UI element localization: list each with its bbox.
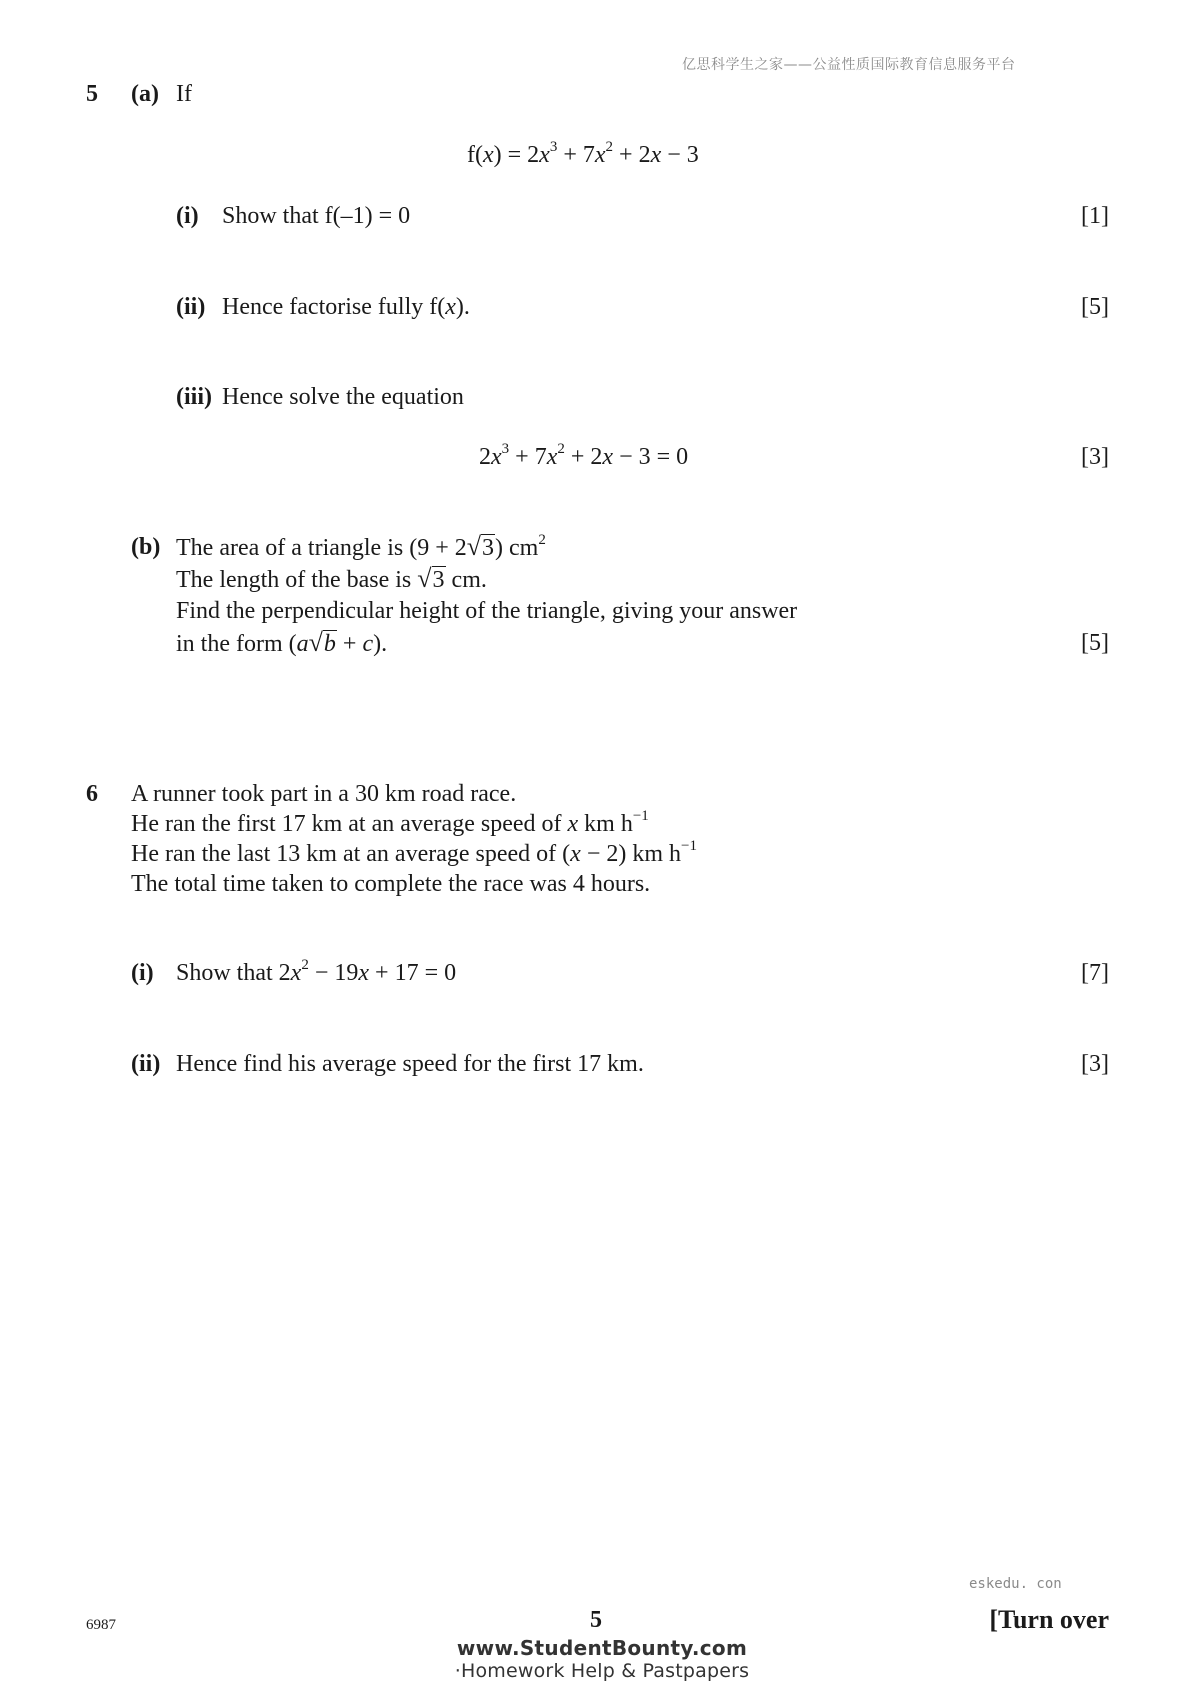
q6-i-text: Show that $2x^2 - 19x + 17 = 0$ bbox=[176, 957, 457, 986]
sqrt-symbol: √3 bbox=[466, 532, 495, 561]
q5a-ii-text: Hence factorise fully f(x). bbox=[222, 294, 470, 320]
q6-line1: A runner took part in a 30 km road race. bbox=[131, 781, 517, 807]
sqrt-symbol: √3 bbox=[417, 564, 445, 593]
q5a-i-text: Show that f(–1) = 0 bbox=[222, 203, 411, 229]
watermark-bottom: eskedu. con bbox=[969, 1576, 1062, 1592]
studentbounty-url: www.StudentBounty.com bbox=[456, 1636, 748, 1660]
q5b-line1: The area of a triangle is (9 + 2√3) $cm^2$ bbox=[176, 532, 546, 561]
q6-i-marks: [7] bbox=[1081, 960, 1109, 986]
q5a-iii-text: Hence solve the equation bbox=[222, 384, 464, 410]
sqrt-symbol: √b bbox=[308, 628, 336, 657]
q6-ii-text: Hence find his average speed for the first 17 km. bbox=[176, 1051, 644, 1077]
q5a-i-marks: [1] bbox=[1081, 203, 1109, 229]
q5b-label: (b) bbox=[131, 534, 161, 560]
paper-code: 6987 bbox=[86, 1617, 116, 1633]
studentbounty-logo bbox=[452, 1636, 752, 1682]
question-5-number: 5 bbox=[86, 81, 98, 107]
page-number: 5 bbox=[590, 1607, 602, 1633]
turn-over: [Turn over bbox=[989, 1605, 1109, 1634]
q5a-ii-marks: [5] bbox=[1081, 294, 1109, 320]
q5a-label: (a) bbox=[131, 81, 159, 107]
q5b-marks: [5] bbox=[1081, 630, 1109, 656]
q5b-line2: The length of the base is √3 cm. bbox=[176, 564, 487, 593]
q6-i-label: (i) bbox=[131, 960, 154, 986]
q5b-line4: in the form (a√b + c). bbox=[176, 628, 388, 657]
q5a-intro: If bbox=[176, 81, 192, 107]
q5a-iii-marks: [3] bbox=[1081, 444, 1109, 470]
watermark-top: 亿思科学生之家——公益性质国际教育信息服务平台 bbox=[682, 57, 1016, 73]
q6-line4: The total time taken to complete the race was 4 hours. bbox=[131, 871, 651, 897]
q6-ii-label: (ii) bbox=[131, 1051, 161, 1077]
q6-ii-marks: [3] bbox=[1081, 1051, 1109, 1077]
q6-line3: He ran the last 13 km at an average speed of (x − 2) km $h^{-1}$ bbox=[131, 838, 697, 867]
q6-line2: He ran the first 17 km at an average speed of x km $h^{-1}$ bbox=[131, 808, 649, 837]
studentbounty-tagline: ·Homework Help & Pastpapers bbox=[454, 1660, 750, 1682]
question-6-number: 6 bbox=[86, 781, 98, 807]
q5b-line3: Find the perpendicular height of the triangle, giving your answer bbox=[176, 598, 798, 624]
q5a-function-equation: $f(x) = 2x^3 + 7x^2 + 2x - 3$ bbox=[467, 139, 699, 168]
q5a-iii-label: (iii) bbox=[176, 384, 212, 410]
q5a-iii-equation: $2x^3 + 7x^2 + 2x - 3 = 0$ bbox=[479, 441, 689, 470]
q5a-ii-label: (ii) bbox=[176, 294, 206, 320]
q5a-i-label: (i) bbox=[176, 203, 199, 229]
